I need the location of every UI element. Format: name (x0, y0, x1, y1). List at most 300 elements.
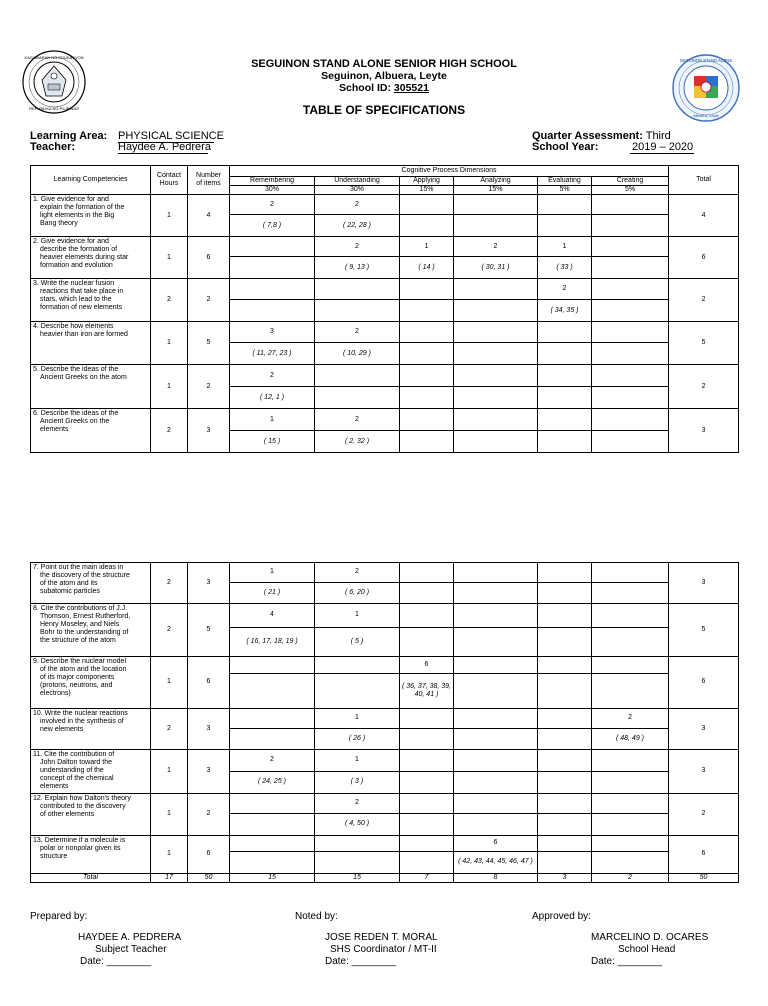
contact-hours: 2 (151, 279, 188, 322)
competency-line: 6. Describe the ideas of the (33, 410, 119, 418)
item-numbers (592, 583, 669, 604)
item-numbers (592, 215, 669, 237)
number-of-items: 3 (188, 563, 230, 604)
item-count (538, 709, 592, 729)
item-count (454, 279, 538, 300)
learning-competency (31, 794, 151, 836)
row-total: 2 (669, 365, 739, 409)
item-count: 2 (315, 195, 400, 215)
item-count (538, 794, 592, 814)
item-numbers (454, 431, 538, 453)
item-numbers: ( 16, 17, 18, 19 ) (230, 628, 315, 657)
item-numbers (315, 852, 400, 874)
item-numbers (454, 729, 538, 750)
item-numbers: ( 48, 49 ) (592, 729, 669, 750)
table-row (31, 794, 739, 814)
competency-line: (protons, neutrons, and (40, 682, 113, 690)
item-numbers (454, 814, 538, 836)
item-count (230, 709, 315, 729)
header-contact-hours-l2: Hours (159, 180, 179, 188)
school-id-line (0, 82, 768, 94)
row-total: 5 (669, 322, 739, 365)
row-total: 3 (669, 409, 739, 453)
svg-text:Albuera, Leyte: Albuera, Leyte (693, 113, 719, 118)
total-dimension: 8 (454, 874, 538, 883)
item-count (230, 836, 315, 852)
competency-line: electrons) (40, 690, 71, 698)
item-count: 2 (538, 279, 592, 300)
total-dimension: 2 (592, 874, 669, 883)
header-cognitive-process-dimensions: Cognitive Process Dimensions (230, 166, 669, 177)
item-numbers (400, 772, 454, 794)
competency-line: understanding of the (40, 767, 104, 775)
learning-competency (31, 237, 151, 279)
competency-line: Bang theory (40, 220, 78, 228)
row-total: 2 (669, 794, 739, 836)
item-numbers (400, 729, 454, 750)
item-count (592, 195, 669, 215)
item-count (454, 195, 538, 215)
item-count (592, 836, 669, 852)
item-numbers (230, 257, 315, 279)
item-numbers (592, 257, 669, 279)
number-of-items: 3 (188, 409, 230, 453)
competency-line: of the atom and its (40, 580, 98, 588)
contact-hours: 1 (151, 750, 188, 794)
grand-total: 50 (669, 874, 739, 883)
item-numbers: ( 34, 35 ) (538, 300, 592, 322)
item-count (400, 279, 454, 300)
item-numbers (538, 852, 592, 874)
table-row (31, 836, 739, 852)
item-count (454, 794, 538, 814)
header-dimension-percent: 30% (230, 186, 315, 195)
contact-hours: 1 (151, 836, 188, 874)
item-numbers (592, 674, 669, 709)
svg-text:REPUBLIKA NG PILIPINAS: REPUBLIKA NG PILIPINAS (29, 106, 79, 111)
teacher-value: Haydee A. Pedrera (118, 141, 211, 153)
total-dimension: 3 (538, 874, 592, 883)
item-numbers: ( 14 ) (400, 257, 454, 279)
item-numbers (400, 300, 454, 322)
competency-line: 3. Write the nuclear fusion (33, 280, 115, 288)
competency-line: of other elements (40, 811, 95, 819)
learning-competency (31, 195, 151, 237)
item-count (400, 604, 454, 628)
number-of-items: 6 (188, 237, 230, 279)
learning-competency (31, 657, 151, 709)
row-total: 6 (669, 836, 739, 874)
specifications-table-part-2 (30, 562, 739, 883)
competency-line: Ancient Greeks on the atom (40, 374, 127, 382)
item-numbers (454, 772, 538, 794)
item-numbers (538, 628, 592, 657)
item-count (230, 237, 315, 257)
number-of-items: 6 (188, 836, 230, 874)
item-numbers (592, 431, 669, 453)
learning-competency (31, 750, 151, 794)
item-numbers (315, 674, 400, 709)
item-numbers (538, 343, 592, 365)
item-numbers: ( 12, 1 ) (230, 387, 315, 409)
item-count (230, 794, 315, 814)
item-count: 2 (315, 794, 400, 814)
number-of-items: 6 (188, 657, 230, 709)
table-row (31, 195, 739, 215)
noted-by-name: JOSE REDEN T. MORAL (325, 932, 438, 943)
item-numbers (592, 300, 669, 322)
item-count (454, 709, 538, 729)
item-count (400, 794, 454, 814)
item-numbers: ( 21 ) (230, 583, 315, 604)
prepared-by-label: Prepared by: (30, 911, 88, 922)
item-numbers (400, 387, 454, 409)
number-of-items: 2 (188, 279, 230, 322)
learning-competency (31, 604, 151, 657)
item-count (315, 365, 400, 387)
item-count (538, 409, 592, 431)
number-of-items: 4 (188, 195, 230, 237)
item-numbers (454, 583, 538, 604)
row-total: 6 (669, 657, 739, 709)
contact-hours: 2 (151, 604, 188, 657)
item-count (400, 709, 454, 729)
contact-hours: 1 (151, 195, 188, 237)
header-dimension-name: Evaluating (538, 177, 592, 186)
table-row (31, 279, 739, 300)
competency-line: structure (40, 853, 68, 861)
header-dimension-name: Creating (592, 177, 669, 186)
item-count (454, 409, 538, 431)
school-year-value: 2019 – 2020 (632, 141, 694, 153)
learning-competency (31, 836, 151, 874)
competency-line: John Dalton toward the (40, 759, 112, 767)
competency-line: contributed to the discovery (40, 803, 126, 811)
item-count (454, 365, 538, 387)
item-numbers (230, 852, 315, 874)
learning-competency (31, 409, 151, 453)
specifications-table-part-1 (30, 165, 739, 453)
item-count (454, 657, 538, 674)
item-numbers (592, 628, 669, 657)
learning-competency (31, 279, 151, 322)
competency-line: describe the formation of (40, 246, 118, 254)
item-count (315, 279, 400, 300)
item-count (592, 237, 669, 257)
contact-hours: 1 (151, 657, 188, 709)
item-count: 1 (400, 237, 454, 257)
approved-by-label: Approved by: (532, 911, 591, 922)
item-count (592, 563, 669, 583)
item-count: 4 (230, 604, 315, 628)
item-numbers (538, 387, 592, 409)
header-dimension-percent: 30% (315, 186, 400, 195)
item-count (592, 365, 669, 387)
competency-line: Bohr to the understanding of (40, 629, 129, 637)
item-count (315, 836, 400, 852)
item-numbers (400, 852, 454, 874)
item-numbers (592, 387, 669, 409)
noted-by-title: SHS Coordinator / MT-II (330, 944, 437, 955)
table-row (31, 563, 739, 583)
item-numbers: ( 11, 27, 23 ) (230, 343, 315, 365)
item-numbers: ( 24, 25 ) (230, 772, 315, 794)
item-numbers: ( 22, 28 ) (315, 215, 400, 237)
competency-line: 11. Cite the contribution of (33, 751, 115, 758)
quarter-value: Third (645, 130, 671, 142)
competency-line: 5. Describe the ideas of the (33, 366, 119, 374)
noted-by-label: Noted by: (295, 911, 338, 922)
item-count (592, 409, 669, 431)
item-numbers (454, 343, 538, 365)
competency-line: 2. Give evidence for and (33, 238, 109, 246)
item-count: 1 (230, 563, 315, 583)
item-numbers: ( 3 ) (315, 772, 400, 794)
item-count (592, 279, 669, 300)
total-items: 50 (188, 874, 230, 883)
item-count (454, 604, 538, 628)
item-numbers (400, 814, 454, 836)
row-total: 6 (669, 237, 739, 279)
item-count: 6 (400, 657, 454, 674)
item-count: 1 (315, 709, 400, 729)
table-row (31, 657, 739, 674)
header-items-l1: Number (196, 172, 221, 179)
school-year-row (532, 141, 598, 153)
table-row (31, 750, 739, 772)
item-count (538, 750, 592, 772)
item-numbers (454, 215, 538, 237)
teacher-label: Teacher: (30, 141, 76, 153)
svg-text:KAGAWARAN NG EDUKASYON: KAGAWARAN NG EDUKASYON (24, 55, 84, 60)
competency-line: Ancient Greeks on the (40, 418, 110, 426)
header-contact-hours (151, 166, 188, 195)
competency-line: the structure of the atom (40, 637, 116, 645)
school-id-label: School ID: (339, 82, 391, 94)
item-count (230, 657, 315, 674)
header-dimension-percent: 15% (400, 186, 454, 195)
competency-line: Thomson, Ernest Rutherford, (40, 613, 131, 621)
learning-competency (31, 709, 151, 750)
item-numbers (592, 814, 669, 836)
item-count (400, 750, 454, 772)
school-year-value-wrap (630, 141, 694, 154)
row-total: 4 (669, 195, 739, 237)
item-numbers: ( 5 ) (315, 628, 400, 657)
item-numbers: ( 9, 13 ) (315, 257, 400, 279)
item-count (454, 322, 538, 343)
header-dimension-name: Understanding (315, 177, 400, 186)
learning-competency (31, 365, 151, 409)
competency-line: new elements (40, 726, 84, 734)
item-numbers (538, 772, 592, 794)
school-address: Seguinon, Albuera, Leyte (321, 70, 447, 82)
item-numbers (454, 387, 538, 409)
item-count (315, 657, 400, 674)
item-count (538, 563, 592, 583)
competency-line: 1. Give evidence for and (33, 196, 109, 204)
item-count (592, 750, 669, 772)
contact-hours: 1 (151, 322, 188, 365)
learning-competency (31, 322, 151, 365)
total-contact-hours: 17 (151, 874, 188, 883)
item-numbers (592, 343, 669, 365)
number-of-items: 2 (188, 794, 230, 836)
number-of-items: 3 (188, 750, 230, 794)
header-dimension-percent: 15% (454, 186, 538, 195)
competency-line: 8. Cite the contributions of J.J. (33, 605, 128, 612)
competency-line: formation of new elements (40, 304, 123, 312)
item-numbers (538, 431, 592, 453)
table-row (31, 604, 739, 628)
contact-hours: 2 (151, 409, 188, 453)
school-id-value: 305521 (393, 82, 429, 94)
item-numbers: ( 36, 37, 38, 39, 40, 41 ) (400, 674, 454, 709)
item-count: 2 (454, 237, 538, 257)
row-total: 3 (669, 709, 739, 750)
item-count (592, 794, 669, 814)
number-of-items: 5 (188, 604, 230, 657)
header-learning-competencies: Learning Competencies (31, 166, 151, 195)
item-count (538, 657, 592, 674)
competency-line: formation and evolution (40, 262, 113, 270)
item-count: 1 (230, 409, 315, 431)
item-count: 6 (454, 836, 538, 852)
total-dimension: 7 (400, 874, 454, 883)
school-year-label: School Year: (532, 141, 599, 153)
competency-line: 9. Describe the nuclear model (33, 658, 126, 665)
table-row (31, 365, 739, 387)
header-number-of-items (188, 166, 230, 195)
item-numbers (592, 852, 669, 874)
competency-line: explain the formation of the (40, 204, 125, 212)
learning-competency (31, 563, 151, 604)
total-dimension: 15 (230, 874, 315, 883)
item-count: 2 (315, 322, 400, 343)
row-total: 3 (669, 750, 739, 794)
prepared-by-title: Subject Teacher (95, 944, 167, 955)
row-total: 3 (669, 563, 739, 604)
competency-line: of its major components (40, 674, 115, 682)
competency-line: elements (40, 426, 69, 434)
item-count: 2 (230, 365, 315, 387)
item-count (400, 836, 454, 852)
item-numbers (400, 583, 454, 604)
item-count: 1 (315, 750, 400, 772)
competency-line: stars, which lead to the (40, 296, 112, 304)
contact-hours: 1 (151, 794, 188, 836)
item-numbers: ( 15 ) (230, 431, 315, 453)
approved-by-date: Date: ________ (591, 956, 663, 967)
competency-line: concept of the chemical (40, 775, 114, 783)
item-count (400, 409, 454, 431)
item-count: 2 (230, 750, 315, 772)
item-numbers (230, 814, 315, 836)
item-numbers (400, 431, 454, 453)
item-count: 2 (315, 237, 400, 257)
contact-hours: 1 (151, 237, 188, 279)
prepared-by-date: Date: ________ (80, 956, 152, 967)
item-numbers (538, 583, 592, 604)
item-numbers (592, 772, 669, 794)
item-numbers: ( 26 ) (315, 729, 400, 750)
competency-line: 4. Describe how elements (33, 323, 114, 331)
item-count (538, 604, 592, 628)
learning-area-value: PHYSICAL SCIENCE (118, 130, 224, 142)
item-count (592, 322, 669, 343)
item-numbers: ( 4, 50 ) (315, 814, 400, 836)
item-numbers: ( 30, 31 ) (454, 257, 538, 279)
item-count (592, 604, 669, 628)
item-count: 2 (230, 195, 315, 215)
item-count (538, 836, 592, 852)
number-of-items: 5 (188, 322, 230, 365)
item-count (400, 563, 454, 583)
competency-line: heavier elements during star (40, 254, 129, 262)
totals-label: Total (31, 874, 151, 883)
competency-line: heavier than iron are formed (40, 331, 128, 339)
competency-line: 13. Determine if a molecule is (33, 837, 126, 844)
item-count (538, 195, 592, 215)
competency-line: elements (40, 783, 69, 791)
header-dimension-percent: 5% (592, 186, 669, 195)
item-count: 3 (230, 322, 315, 343)
teacher-value-wrap (118, 141, 211, 154)
competency-line: involved in the synthesis of (40, 718, 124, 726)
noted-by-date: Date: ________ (325, 956, 397, 967)
item-numbers (400, 628, 454, 657)
item-numbers: ( 10, 29 ) (315, 343, 400, 365)
item-numbers (315, 300, 400, 322)
table-row (31, 237, 739, 257)
approved-by-title: School Head (618, 944, 676, 955)
item-numbers (230, 674, 315, 709)
totals-row (31, 874, 739, 883)
item-numbers (538, 215, 592, 237)
competency-line: 10. Write the nuclear reactions (33, 710, 128, 717)
table-row (31, 709, 739, 729)
table-row (31, 409, 739, 431)
table-row (31, 322, 739, 343)
item-count: 2 (315, 409, 400, 431)
item-count (454, 750, 538, 772)
item-count (538, 322, 592, 343)
item-count: 1 (315, 604, 400, 628)
row-total: 2 (669, 279, 739, 322)
item-numbers: ( 33 ) (538, 257, 592, 279)
competency-line: subatomic particles (40, 588, 100, 596)
item-count (538, 365, 592, 387)
header-total: Total (669, 166, 739, 195)
item-count: 1 (538, 237, 592, 257)
number-of-items: 2 (188, 365, 230, 409)
header-contact-hours-l1: Contact (156, 172, 182, 179)
header-dimension-name: Analyzing (454, 177, 538, 186)
quarter-label: Quarter Assessment: (532, 130, 643, 142)
item-count (454, 563, 538, 583)
item-numbers: ( 42, 43, 44, 45, 46, 47 ) (454, 852, 538, 874)
competency-line: polar or nonpolar given its (40, 845, 121, 853)
contact-hours: 2 (151, 709, 188, 750)
item-count (400, 365, 454, 387)
item-numbers: ( 7,8 ) (230, 215, 315, 237)
header-dimension-name: Applying (400, 177, 454, 186)
svg-text:SEGUINON STAND ALONE: SEGUINON STAND ALONE (679, 58, 733, 63)
competency-line: light elements in the Big (40, 212, 115, 220)
item-numbers (538, 814, 592, 836)
item-count (592, 657, 669, 674)
item-count (400, 322, 454, 343)
